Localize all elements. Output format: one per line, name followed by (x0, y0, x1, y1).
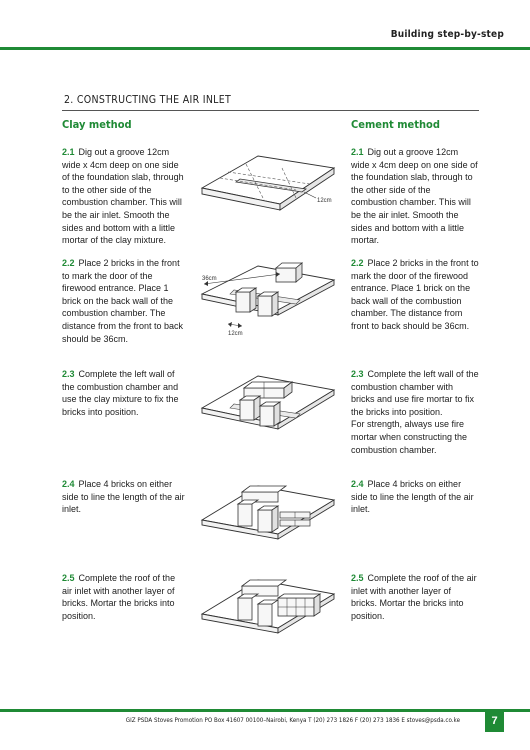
step-2-3-cement (351, 368, 479, 456)
step-text: Place 4 bricks on either side to line the length of the air inlet. (351, 479, 474, 515)
step-number: 2.3 (62, 369, 75, 379)
step-number: 2.5 (351, 573, 364, 583)
step-number: 2.5 (62, 573, 75, 583)
step-text: Complete the left wall of the combustion chamber and use the clay mixture to fix the bricks into position. (62, 369, 179, 417)
running-header-title: Building step-by-step (390, 29, 504, 40)
step-text: Place 2 bricks in the front to mark the door of the firewood entrance. Place 1 brick on the back wall of the combustion chamber. The distance from the front to back should be 36cm. (62, 258, 184, 344)
dimension-label: 12cm (317, 198, 332, 204)
step-text: Place 2 bricks in the front to mark the door of the firewood entrance. Place 1 brick on the back wall of the combustion chamber. The distance from front to back should be 36cm. (351, 258, 479, 331)
step-2-2-clay (62, 257, 187, 345)
dimension-label: 12cm (228, 331, 243, 337)
footer-rule (0, 709, 530, 712)
step-text: Place 4 bricks on either side to line the length of the air inlet. (62, 479, 185, 515)
step-text: Dig out a groove 12cm wide x 4cm deep on one side of the foundation slab, through to the other side of the combustion chamber. This will be the air inlet. Smooth the sides and bottom with a little mortar of the clay mixture. (62, 147, 184, 246)
illustration-groove (200, 146, 338, 226)
step-text: Complete the roof of the air inlet with another layer of bricks. Mortar the bricks into position. (351, 573, 477, 621)
clay-method-heading: Clay method (62, 118, 132, 131)
section-title: 2. CONSTRUCTING THE AIR INLET (64, 94, 232, 106)
step-note: For strength, always use fire mortar when constructing the combustion chamber. (351, 419, 468, 455)
step-2-1-cement (351, 146, 479, 247)
cement-method-heading: Cement method (351, 118, 440, 131)
illustration-inlet-roof (200, 570, 338, 650)
illustration-door-bricks (200, 258, 338, 338)
step-2-3-clay (62, 368, 187, 418)
footer-contact: GIZ PSDA Stoves Promotion PO Box 41607 00100–Nairobi, Kenya T (20) 273 1826 F (20) 273 1836 E stoves@psda.co.ke (125, 717, 460, 724)
illustration-inlet-lining (200, 476, 338, 556)
step-number: 2.2 (351, 258, 364, 268)
step-text: Complete the roof of the air inlet with another layer of bricks. Mortar the bricks into position. (62, 573, 176, 621)
step-number: 2.1 (351, 147, 364, 157)
step-2-4-clay (62, 478, 187, 516)
step-number: 2.4 (62, 479, 75, 489)
step-number: 2.4 (351, 479, 364, 489)
section-rule (62, 110, 479, 111)
step-2-4-cement (351, 478, 479, 516)
step-number: 2.1 (62, 147, 75, 157)
step-2-5-clay (62, 572, 187, 622)
step-text: Dig out a groove 12cm wide x 4cm deep on one side of the foundation slab, through to the other side of the combustion chamber. This will be the air inlet. Smooth the sides and bottom with a little mortar. (351, 147, 478, 246)
step-text: Complete the left wall of the combustion chamber with bricks and use fire mortar to fix the bricks into position. (351, 369, 479, 417)
step-2-5-cement (351, 572, 479, 622)
page-number: 7 (485, 711, 504, 732)
step-number: 2.2 (62, 258, 75, 268)
step-number: 2.3 (351, 369, 364, 379)
step-2-2-cement (351, 257, 479, 333)
illustration-left-wall (200, 368, 338, 446)
header-rule (0, 47, 530, 50)
dimension-label: 36cm (202, 276, 217, 282)
step-2-1-clay (62, 146, 187, 247)
